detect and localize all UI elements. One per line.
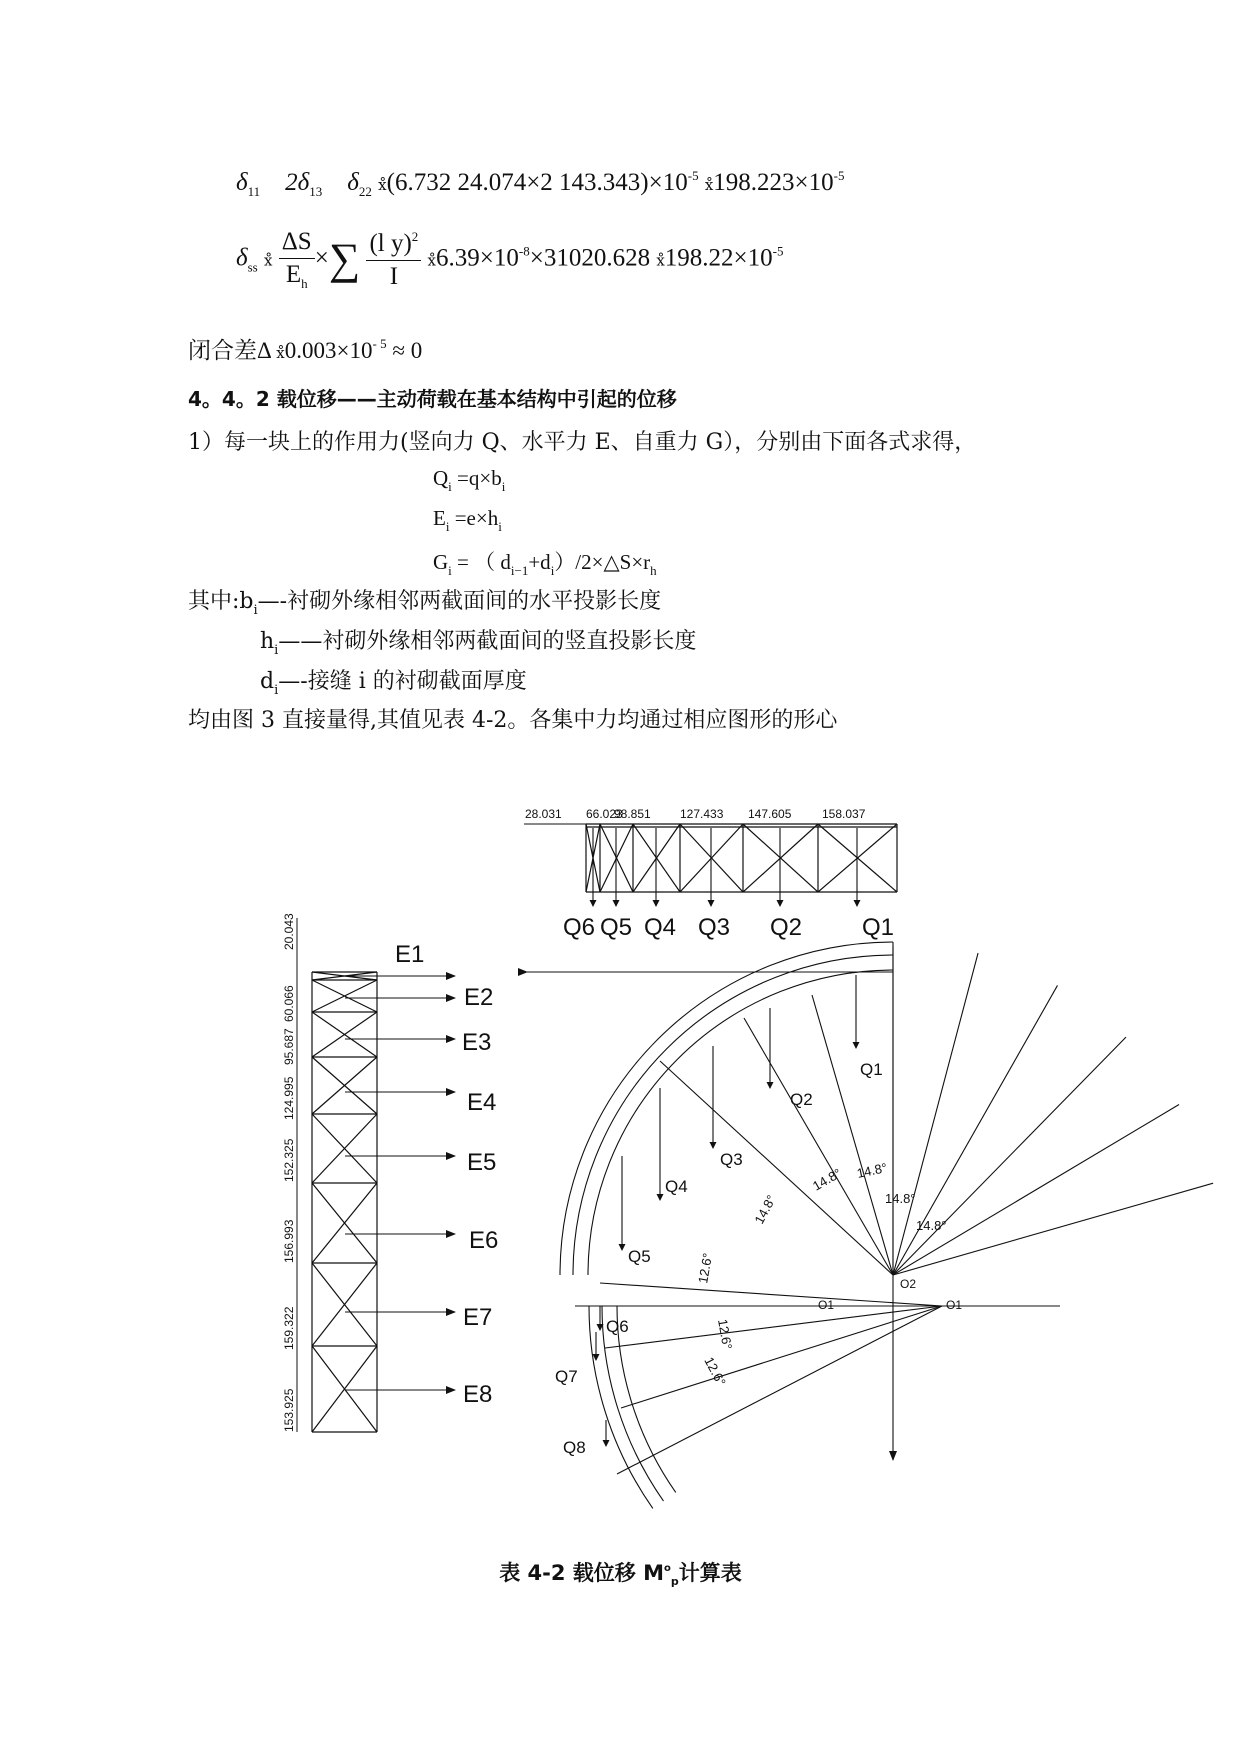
left-load-label: E6 (469, 1227, 499, 1254)
fraction-ly-i: $\frac{(l y)^2}{I}$ (366, 229, 421, 291)
top-dimension-label: 98.851 (614, 807, 651, 821)
left-load-truss (312, 972, 377, 1432)
arch-radial-line (893, 1037, 1126, 1275)
formula-g: $G_i$ = （ $d_{i-1}+d_i)/2\times\triangle S\times r_h$ (433, 550, 657, 578)
left-dimension-label: 124.995 (282, 1076, 296, 1120)
point-o1-left: O1 (818, 1298, 835, 1312)
left-dimension-label: 159.322 (282, 1306, 296, 1350)
equation-delta-ss: $\delta_{ss}$ ⅹ̊ $\frac{\Delta S}{E_h}$ ×∑ $\frac{(l y)^2}{I}$ $ⅹ̊6.39\times 10^{-8}\times 31020.628$ $ⅹ̊198.22\times 10^{-5}$ (236, 228, 784, 291)
arch-angle-label: 14.8° (855, 1159, 889, 1181)
top-vertical-loads (563, 828, 894, 941)
top-load-label: Q5 (600, 914, 633, 941)
arch-angle-label: 14.8° (885, 1191, 916, 1206)
left-load-label: E4 (467, 1089, 497, 1116)
left-dimensions (282, 913, 297, 1432)
arch-load-label: Q4 (665, 1177, 688, 1196)
top-load-label: Q3 (698, 914, 731, 941)
left-dimension-label: 20.043 (282, 913, 296, 950)
section-heading: 4。4。2 载位移——主动荷载在基本结构中引起的位移 (188, 387, 677, 411)
point-o2: O2 (900, 1277, 917, 1291)
table-caption: 表 4-2 载位移 $M^o_p$计算表 (499, 1561, 742, 1588)
arch-angle-label: 14.8° (751, 1192, 779, 1227)
top-dimension-label: 158.037 (822, 807, 866, 821)
top-dimensions (524, 807, 897, 824)
point-o1-right: O1 (946, 1298, 963, 1312)
left-dimension-label: 60.066 (282, 985, 296, 1022)
left-load-label: E1 (395, 941, 425, 968)
arch-angle-label: 12.6° (695, 1251, 716, 1285)
arch-load-label: Q5 (628, 1247, 651, 1266)
top-dimension-label: 147.605 (748, 807, 792, 821)
arch-angle-label: 12.6° (701, 1354, 729, 1389)
top-dimension-label: 66.023 (586, 807, 623, 821)
arch-radial-line-upper (744, 1018, 893, 1275)
arch-load-label: Q8 (563, 1438, 586, 1457)
arch-radial-line-lower (605, 1306, 942, 1348)
left-dimension-label: 153.925 (282, 1388, 296, 1432)
left-load-label: E5 (467, 1149, 497, 1176)
arch-load-label: Q6 (606, 1317, 629, 1336)
arch-arc-upper (573, 955, 893, 1275)
formula-e: $E_i =e\times h_i$ (433, 506, 502, 534)
arch-angle-labels (695, 1160, 946, 1388)
arch-radial-line (893, 1104, 1179, 1275)
left-load-label: E2 (464, 984, 494, 1011)
left-dimension-label: 156.993 (282, 1219, 296, 1263)
arch-angle-label: 14.8° (916, 1218, 947, 1233)
top-load-label: Q4 (644, 914, 677, 941)
definition-h: $h_i——$衬砌外缘相邻两截面间的竖直投影长度 (260, 629, 697, 658)
formula-q: $Q_i =q\times b_i$ (433, 466, 506, 494)
arch-load-label: Q3 (720, 1150, 743, 1169)
top-load-label: Q2 (770, 914, 803, 941)
equation-delta-sum: $\delta_{11}$ $2\delta_{13}$ $\delta_{22}$ ⅹ̊(6.732 24.074×2 $143.343)\times 10^{-5}$ $ⅹ̊198.223\times 10^{-5}$ (236, 168, 845, 199)
definition-d: $d_i—-$接缝 i 的衬砌截面厚度 (260, 669, 527, 698)
paragraph-source: 均由图 3 直接量得,其值见表 4-2。各集中力均通过相应图形的形心 (188, 708, 838, 733)
arch-load-label: Q2 (790, 1090, 813, 1109)
paragraph-forces: 1）每一块上的作用力(竖向力 Q、水平力 E、自重力 G），分别由下面各式求得， (188, 430, 977, 455)
sigma-symbol: ∑ (328, 234, 361, 284)
arch-lining (527, 942, 1213, 1508)
arch-arc-lower (589, 1306, 653, 1508)
definition-b: 其中$:b_i—-$衬砌外缘相邻两截面间的水平投影长度 (188, 589, 662, 618)
arch-arc-upper (588, 970, 893, 1275)
top-dimension-label: 28.031 (525, 807, 562, 821)
arch-load-label: Q1 (860, 1060, 883, 1079)
arch-load-label: Q7 (555, 1367, 578, 1386)
left-dimension-label: 152.325 (282, 1138, 296, 1182)
left-load-label: E7 (463, 1304, 493, 1331)
top-load-label: Q6 (563, 914, 596, 941)
arch-arc-upper (560, 942, 893, 1275)
arch-angle-label: 14.8° (810, 1165, 844, 1194)
top-load-label: Q1 (862, 914, 895, 941)
fraction-deltas-eh: $\frac{\Delta S}{E_h}$ (279, 228, 315, 292)
arch-radial-line-lower (600, 1283, 942, 1306)
top-dimension-label: 127.433 (680, 807, 724, 821)
closure-error-line: 闭合差Δ $ⅹ̊0.003\times 10^{- 5} \approx 0$ (188, 336, 423, 363)
left-load-label: E8 (463, 1381, 493, 1408)
arch-angle-label: 12.6° (715, 1317, 736, 1351)
left-horizontal-loads (345, 941, 498, 1408)
top-load-truss (586, 824, 897, 892)
left-dimension-label: 95.687 (282, 1028, 296, 1065)
arch-radial-line-upper (812, 995, 893, 1275)
arch-radial-line-lower (621, 1306, 942, 1408)
left-load-label: E3 (462, 1029, 492, 1056)
